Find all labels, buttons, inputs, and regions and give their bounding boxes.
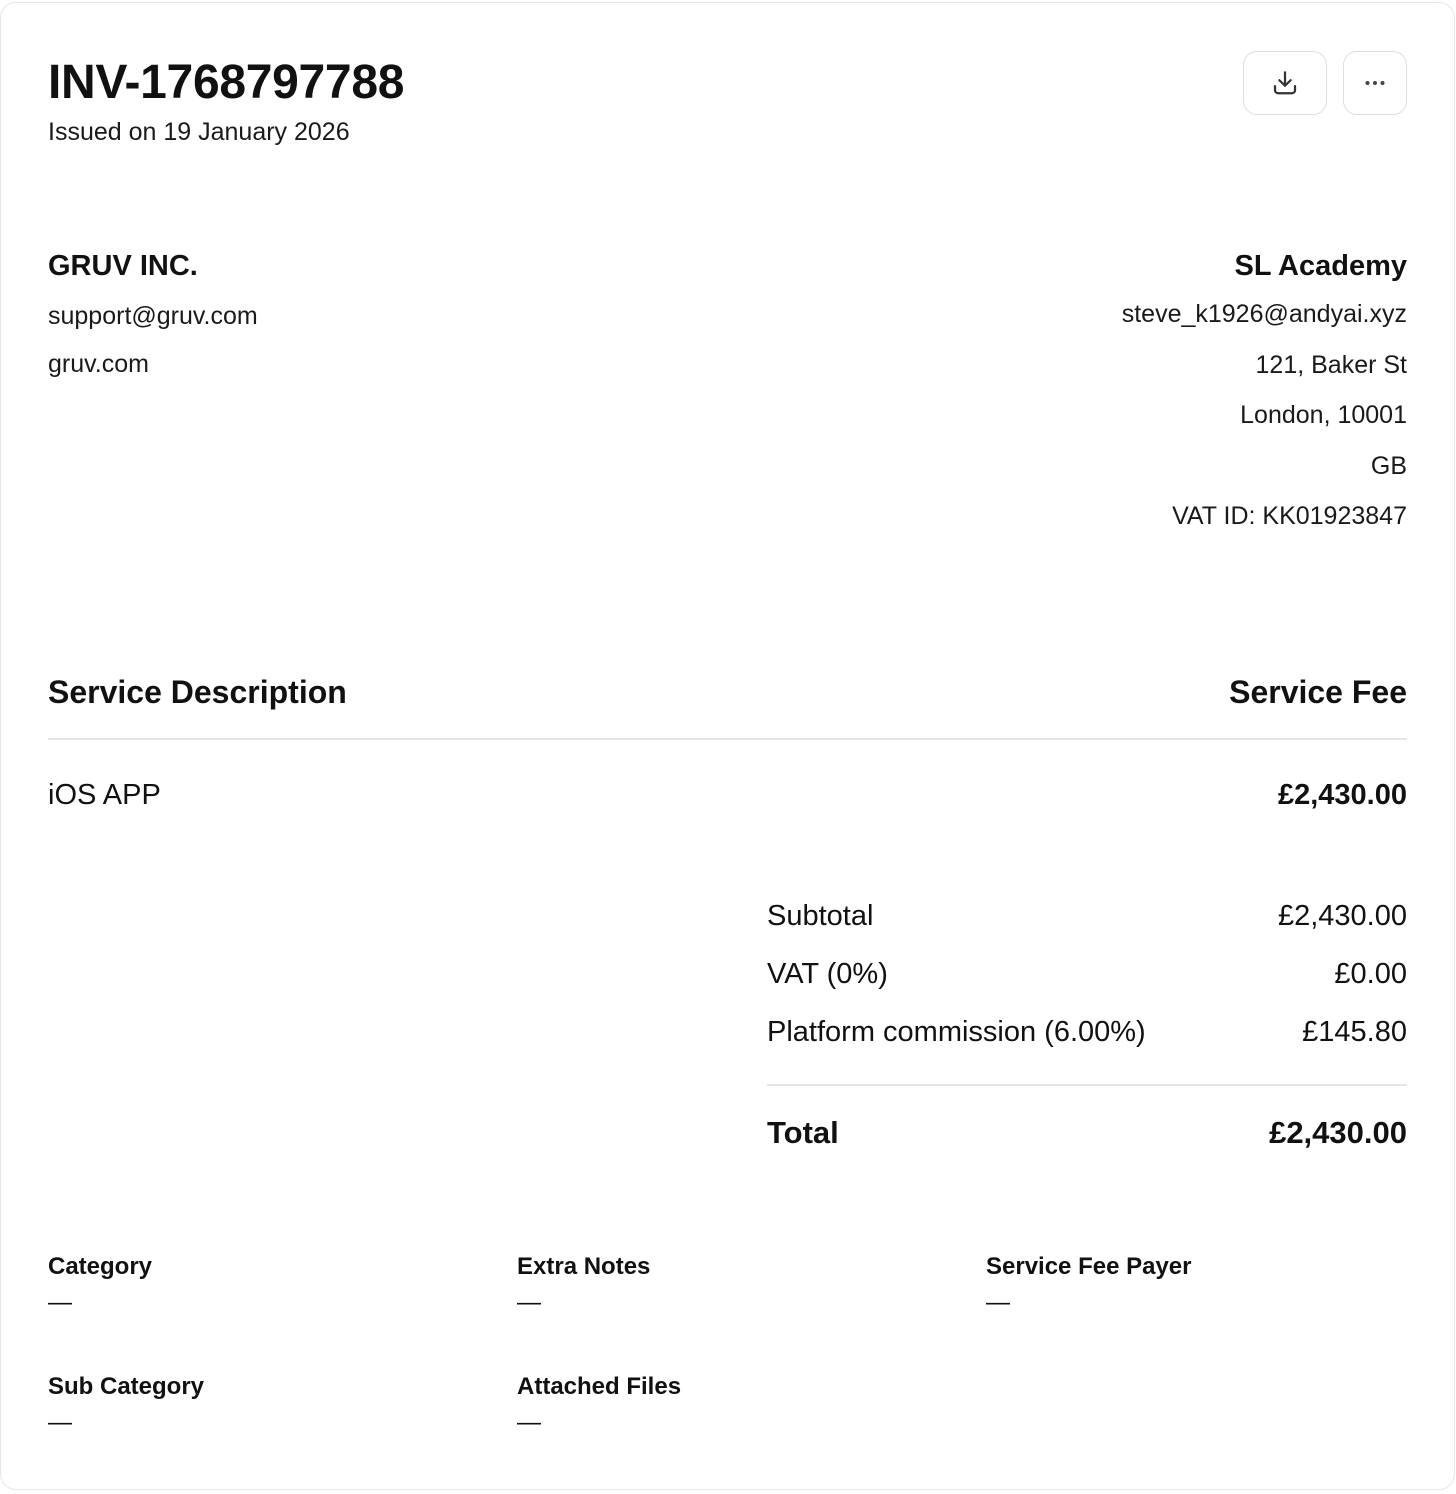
service-fee-payer-value: — [986,1289,1010,1316]
table-divider [48,738,1407,740]
download-button[interactable] [1243,51,1327,115]
extra-notes-label: Extra Notes [517,1253,651,1280]
more-horizontal-icon [1360,68,1390,98]
invoice-card [0,2,1455,1490]
total-value: £2,430.00 [1269,1115,1407,1150]
more-options-button[interactable] [1343,51,1407,115]
total-label: Total [767,1115,839,1150]
extra-notes-value: — [517,1289,541,1316]
recipient-name: SL Academy [1234,250,1407,282]
issued-date: Issued on 19 January 2026 [48,118,350,146]
recipient-vat-id: VAT ID: KK01923847 [1172,502,1407,530]
attached-files-label: Attached Files [517,1373,682,1400]
column-header-fee: Service Fee [1229,674,1407,710]
vat-label: VAT (0%) [767,958,888,990]
attached-files-value: — [517,1409,541,1436]
category-value: — [48,1289,72,1316]
column-header-description: Service Description [48,674,347,710]
recipient-email: steve_k1926@andyai.xyz [1121,300,1407,328]
summary-divider [767,1084,1407,1086]
vat-value: £0.00 [1334,958,1407,990]
recipient-country: GB [1370,451,1407,480]
service-fee-payer-label: Service Fee Payer [986,1253,1192,1280]
sender-email: support@gruv.com [48,302,258,330]
commission-label: Platform commission (6.00%) [767,1016,1146,1048]
download-icon [1270,68,1300,98]
subtotal-label: Subtotal [767,900,874,932]
recipient-address-line2: London, 10001 [1240,401,1407,429]
subtotal-value: £2,430.00 [1277,900,1407,932]
commission-value: £145.80 [1302,1016,1407,1048]
recipient-address-line1: 121, Baker St [1255,350,1407,379]
sender-name: GRUV INC. [48,250,198,282]
sub-category-value: — [48,1409,72,1436]
line-item-fee: £2,430.00 [1277,779,1407,811]
sub-category-label: Sub Category [48,1373,205,1400]
line-item-description: iOS APP [48,779,161,811]
recipient-block [1122,249,1407,531]
category-label: Category [48,1253,153,1280]
sender-website: gruv.com [48,350,149,378]
invoice-number: INV-1768797788 [48,56,405,109]
